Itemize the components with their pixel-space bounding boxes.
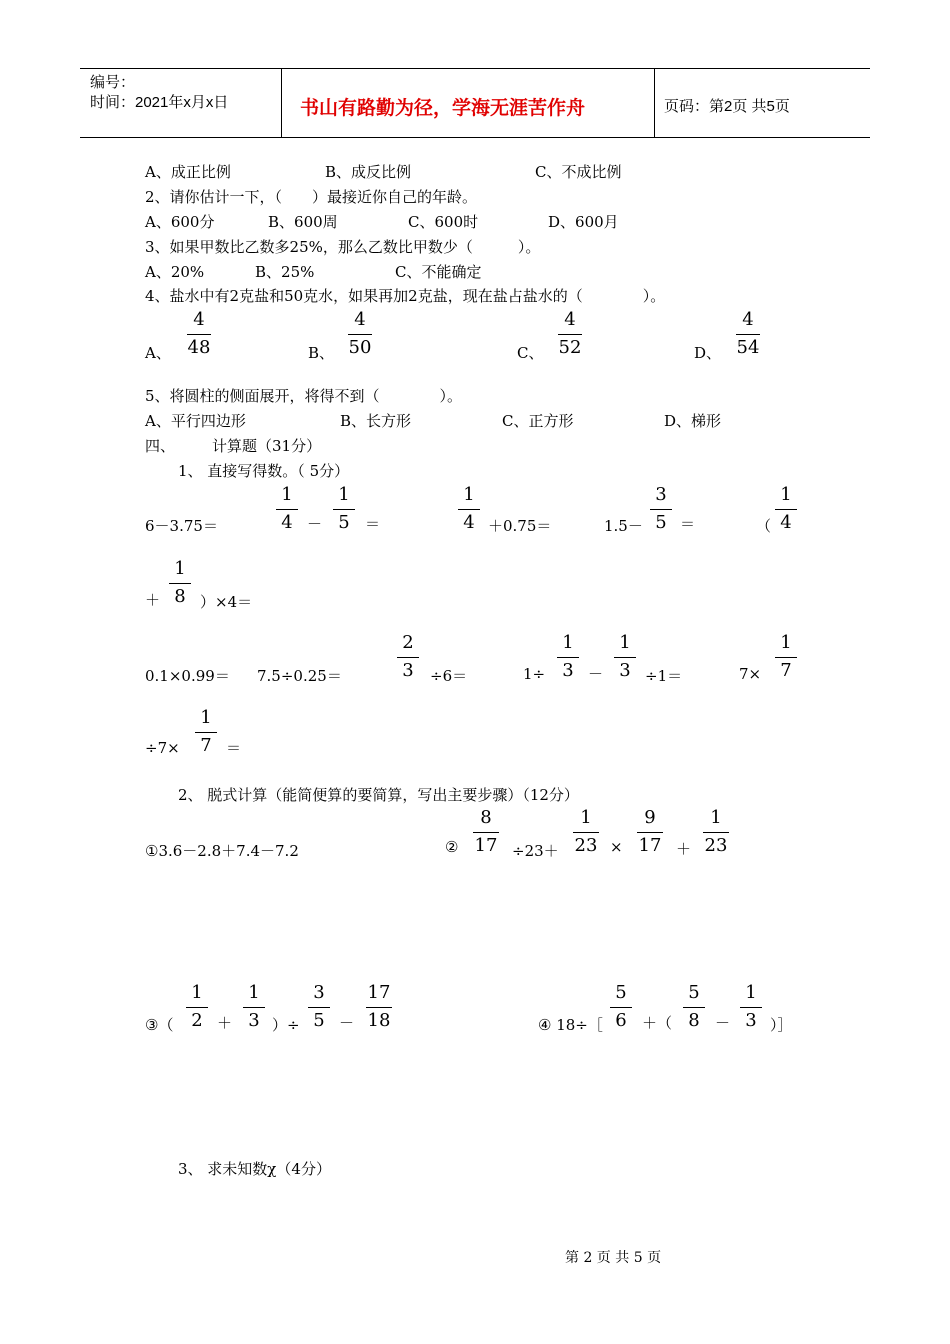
calc-expression: 1.5－ bbox=[604, 517, 643, 535]
operator: × bbox=[610, 838, 623, 856]
q4-option-c: C、 bbox=[517, 344, 544, 362]
q4-option-b: B、 bbox=[308, 344, 335, 362]
q4-fraction-c: 4 52 bbox=[558, 309, 582, 358]
q5-text: 5、将圆柱的侧面展开，将得不到（ ）。 bbox=[145, 387, 463, 405]
operator: － bbox=[339, 1014, 355, 1032]
calc-expression: ）］ bbox=[770, 1016, 793, 1034]
equals: ＝ bbox=[680, 515, 696, 533]
calc-problem-1: ①3.6－2.8＋7.4－7.2 bbox=[145, 842, 299, 860]
q4-fraction-d: 4 54 bbox=[736, 309, 760, 358]
calc-expression: ÷23＋ bbox=[512, 842, 559, 860]
operator: － bbox=[307, 515, 323, 533]
paren-open: （ bbox=[756, 517, 772, 535]
fraction: 1 3 bbox=[737, 982, 765, 1032]
operator: － bbox=[588, 665, 604, 683]
fraction: 1 8 bbox=[166, 558, 194, 608]
fraction: 1 2 bbox=[183, 982, 211, 1032]
q3-option-b: B、25% bbox=[255, 263, 315, 281]
q4-fraction-a: 4 48 bbox=[187, 309, 211, 358]
calc-expression: ＋0.75＝ bbox=[488, 517, 552, 535]
q5-option-c: C、正方形 bbox=[502, 412, 574, 430]
fraction: 8 17 bbox=[474, 807, 498, 856]
fraction: 3 5 bbox=[305, 982, 333, 1032]
fraction: 17 18 bbox=[367, 982, 391, 1031]
equals: ＝ bbox=[226, 739, 242, 757]
calc-problem-4-label: ④ 18÷［ bbox=[538, 1016, 603, 1034]
fraction: 1 4 bbox=[455, 484, 483, 534]
header-time: 时间：2021年x月x日 bbox=[90, 94, 229, 111]
operator: － bbox=[715, 1014, 731, 1032]
fraction: 1 7 bbox=[772, 632, 800, 682]
calc-expression: ÷6＝ bbox=[430, 667, 468, 685]
q5-option-b: B、长方形 bbox=[340, 412, 412, 430]
calc-expression: 7× bbox=[739, 665, 762, 683]
q4-text: 4、盐水中有2克盐和50克水，如果再加2克盐，现在盐占盐水的（ ）。 bbox=[145, 287, 666, 305]
fraction: 3 5 bbox=[647, 484, 675, 534]
header-page-info: 页码：第2页 共5页 bbox=[664, 98, 790, 115]
calc-expression: ÷1＝ bbox=[645, 667, 683, 685]
fraction: 9 17 bbox=[638, 807, 662, 856]
part3-title: 3、 求未知数χ（4分） bbox=[178, 1160, 331, 1178]
fraction: 1 23 bbox=[574, 807, 598, 856]
q2-option-c: C、600时 bbox=[408, 213, 479, 231]
header-motto: 书山有路勤为径，学海无涯苦作舟 bbox=[300, 97, 586, 119]
calc-expression: 1÷ bbox=[523, 665, 546, 683]
section-number: 四、 bbox=[145, 437, 176, 455]
page-header bbox=[80, 68, 870, 138]
calc-problem-3-label: ③（ bbox=[145, 1016, 174, 1034]
q2-option-b: B、600周 bbox=[268, 213, 338, 231]
q2-text: 2、请你估计一下，（ ）最接近你自己的年龄。 bbox=[145, 188, 478, 206]
q2-option-a: A、600分 bbox=[145, 213, 215, 231]
fraction: 1 3 bbox=[554, 632, 582, 682]
calc-problem-2-label: ② bbox=[445, 838, 459, 856]
header-divider bbox=[281, 69, 282, 137]
fraction: 1 4 bbox=[273, 484, 301, 534]
q3-option-a: A、20% bbox=[145, 263, 205, 281]
header-code: 编号： bbox=[90, 74, 136, 91]
fraction: 2 3 bbox=[394, 632, 422, 682]
equals: ＝ bbox=[365, 515, 381, 533]
fraction: 1 23 bbox=[704, 807, 728, 856]
q2-option-d: D、600月 bbox=[548, 213, 619, 231]
calc-expression: 0.1×0.99＝ bbox=[145, 667, 230, 685]
calc-expression: ＋（ bbox=[642, 1014, 673, 1032]
header-divider bbox=[654, 69, 655, 137]
q5-option-a: A、平行四边形 bbox=[145, 412, 246, 430]
q1-option-a: A、成正比例 bbox=[145, 163, 231, 181]
fraction: 5 6 bbox=[607, 982, 635, 1032]
fraction: 1 3 bbox=[611, 632, 639, 682]
q3-option-c: C、不能确定 bbox=[395, 263, 482, 281]
operator: ＋ bbox=[145, 591, 161, 609]
q4-option-d: D、 bbox=[694, 344, 722, 362]
q5-option-d: D、梯形 bbox=[664, 412, 722, 430]
operator: ＋ bbox=[676, 840, 692, 858]
calc-expression: ）÷ bbox=[272, 1016, 300, 1034]
section-title: 计算题（31分） bbox=[212, 437, 322, 455]
part2-title: 2、 脱式计算（能简便算的要简算，写出主要步骤）（12分） bbox=[178, 786, 579, 804]
part1-title: 1、 直接写得数。（ 5分） bbox=[178, 462, 350, 480]
calc-expression: ）×4＝ bbox=[200, 593, 253, 611]
fraction: 1 7 bbox=[192, 707, 220, 757]
q3-text: 3、如果甲数比乙数多25%，那么乙数比甲数少（ ）。 bbox=[145, 238, 541, 256]
calc-expression: 6－3.75＝ bbox=[145, 517, 218, 535]
operator: ＋ bbox=[217, 1014, 233, 1032]
fraction: 1 3 bbox=[240, 982, 268, 1032]
fraction: 1 5 bbox=[330, 484, 358, 534]
q1-option-b: B、成反比例 bbox=[325, 163, 412, 181]
fraction: 1 4 bbox=[772, 484, 800, 534]
calc-expression: ÷7× bbox=[145, 739, 180, 757]
calc-expression: 7.5÷0.25＝ bbox=[257, 667, 342, 685]
q4-option-a: A、 bbox=[145, 344, 171, 362]
q4-fraction-b: 4 50 bbox=[348, 309, 372, 358]
fraction: 5 8 bbox=[680, 982, 708, 1032]
q1-option-c: C、不成比例 bbox=[535, 163, 622, 181]
page-footer: 第 2 页 共 5 页 bbox=[565, 1250, 662, 1266]
